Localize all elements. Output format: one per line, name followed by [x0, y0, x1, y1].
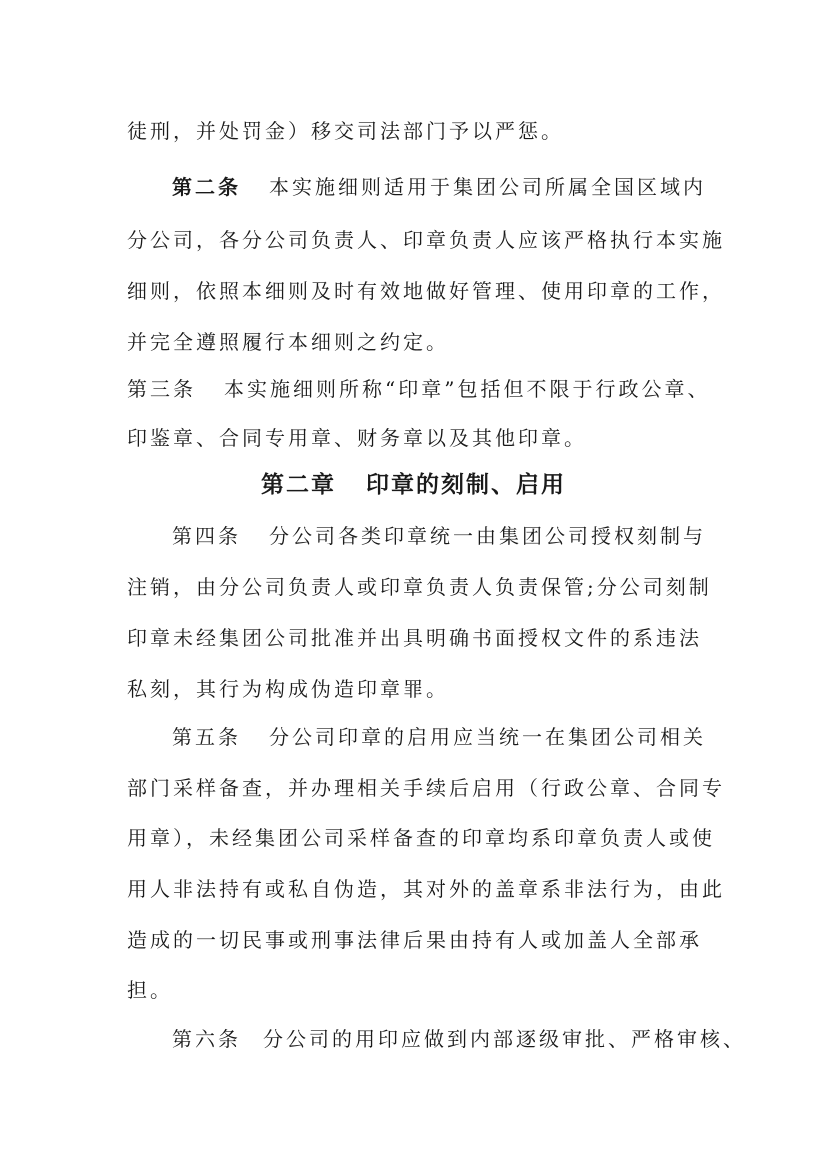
article5-line6: 担。	[127, 978, 173, 1002]
article4-line3: 印章未经集团公司批准并出具明确书面授权文件的系违法	[127, 626, 702, 650]
article4-line4: 私刻，其行为构成伪造印章罪。	[127, 677, 449, 701]
article5-line4: 用人非法持有或私自伪造，其对外的盖章系非法行为，由此	[127, 877, 725, 901]
article5-line2: 部门采样备查，并办理相关手续后启用（行政公章、合同专	[127, 776, 725, 800]
article3-line1	[127, 376, 727, 402]
article5-text-1: 分公司印章的启用应当统一在集团公司相关	[269, 725, 706, 749]
chapter2-label: 第二章	[261, 471, 336, 498]
article2-line1	[172, 174, 772, 200]
article2-line2: 分公司，各分公司负责人、印章负责人应该严格执行本实施	[127, 228, 725, 252]
chapter2-heading	[0, 470, 827, 500]
article6-label: 第六条	[172, 1027, 241, 1051]
article3-line2: 印鉴章、合同专用章、财务章以及其他印章。	[127, 426, 587, 450]
article3-label: 第三条	[127, 377, 196, 401]
article6-text-1: 分公司的用印应做到内部逐级审批、严格审核、	[263, 1027, 746, 1051]
article5-line3: 用章），未经集团公司采样备查的印章均系印章负责人或使	[127, 826, 715, 850]
article5-line1	[172, 724, 772, 750]
article4-label: 第四条	[172, 524, 241, 548]
article4-line1	[172, 523, 772, 549]
article4-text-1: 分公司各类印章统一由集团公司授权刻制与	[269, 524, 706, 548]
article1-end-line: 徒刑，并处罚金）移交司法部门予以严惩。	[127, 119, 564, 143]
chapter2-title: 印章的刻制、启用	[366, 471, 566, 498]
article2-line3: 细则，依照本细则及时有效地做好管理、使用印章的工作，	[127, 279, 725, 303]
article3-text-1: 本实施细则所称“印章”包括但不限于行政公章、	[224, 377, 711, 401]
article5-label: 第五条	[172, 725, 241, 749]
article6-line1	[172, 1026, 772, 1052]
article2-label: 第二条	[172, 175, 241, 199]
article2-line4: 并完全遵照履行本细则之约定。	[127, 330, 449, 354]
article5-line5: 造成的一切民事或刑事法律后果由持有人或加盖人全部承	[127, 928, 702, 952]
article4-line2: 注销，由分公司负责人或印章负责人负责保管;分公司刻制	[127, 575, 712, 599]
article2-text-1: 本实施细则适用于集团公司所属全国区域内	[269, 175, 706, 199]
